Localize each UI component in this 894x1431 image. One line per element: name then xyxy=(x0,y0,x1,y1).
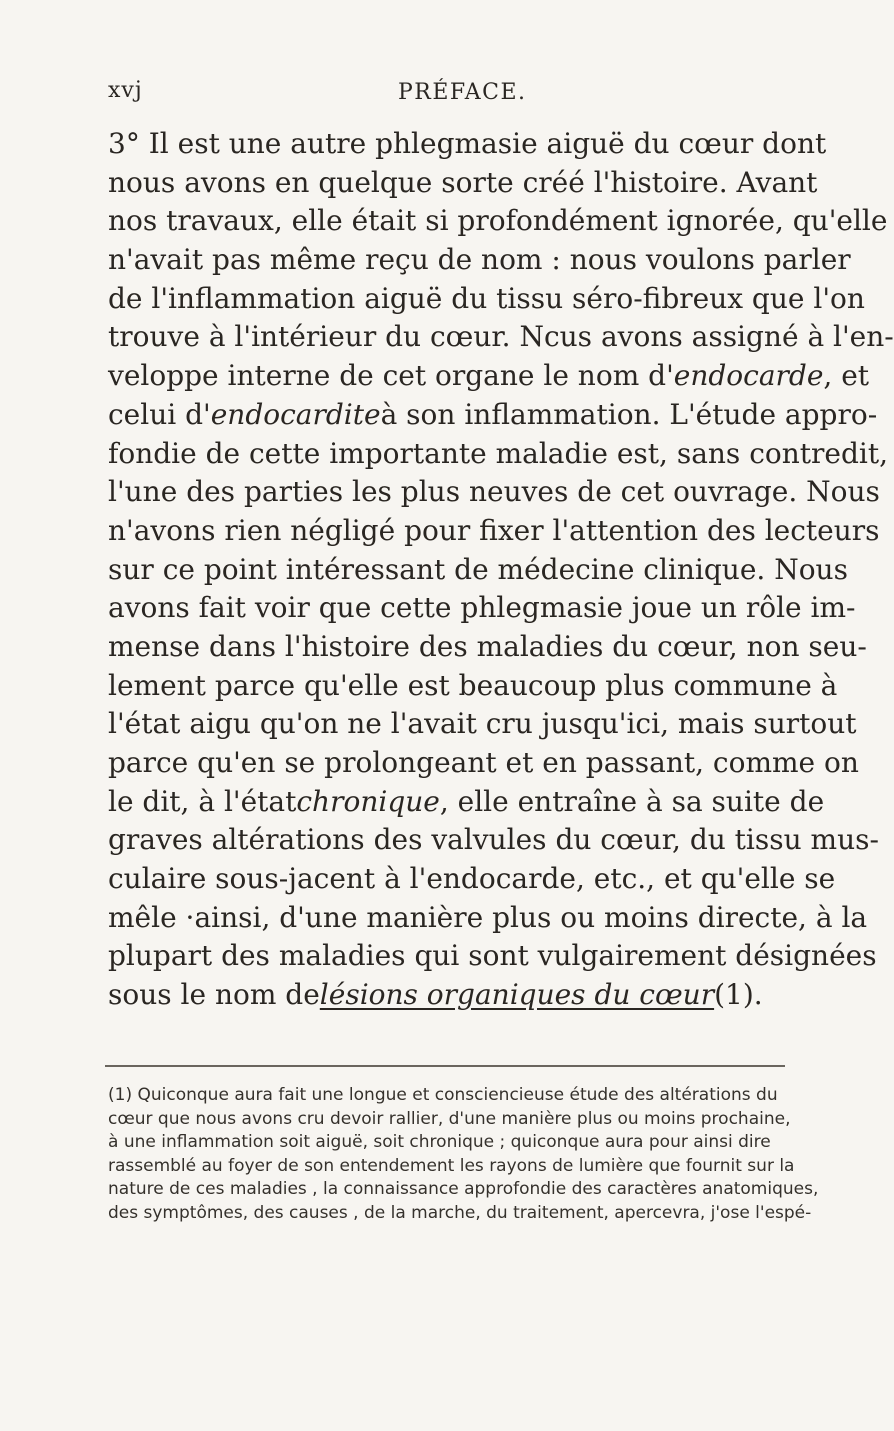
text-line: mêle ·ainsi, d'une manière plus ou moins directe, à la xyxy=(108,900,868,934)
text-line: plupart des maladies qui sont vulgairement désignées xyxy=(108,939,877,973)
page-header xyxy=(108,78,780,118)
footnote-line: à une inflammation soit aiguë, soit chronique ; quiconque aura pour ainsi dire xyxy=(108,1132,771,1153)
text-line: avons fait voir que cette phlegmasie joue un rôle im- xyxy=(108,591,856,625)
text-line: fondie de cette importante maladie est, sans contredit, xyxy=(108,436,889,470)
running-title: PRÉFACE. xyxy=(398,80,527,105)
text-line: de l'inflammation aiguë du tissu séro-fibreux que l'on xyxy=(108,281,865,315)
text-line: lement parce qu'elle est beaucoup plus commune à xyxy=(108,668,838,702)
term-lesions-organiques: lésions organiques du cœur xyxy=(319,978,715,1012)
text-line: graves altérations des valvules du cœur, du tissu mus- xyxy=(108,823,879,857)
page-number: xvj xyxy=(108,78,143,103)
text-line: nos travaux, elle était si profondément ignorée, qu'elle xyxy=(108,204,888,238)
term-chronique: chronique xyxy=(296,784,440,818)
text-line: celui d'endocarditeà son inflammation. L'étude appro- xyxy=(108,396,788,435)
text-line: mense dans l'histoire des maladies du cœur, non seu- xyxy=(108,629,867,663)
footnote xyxy=(108,1084,819,1226)
footnote-divider xyxy=(105,1065,785,1067)
text-line: le dit, à l'étatchronique, elle entraîne à sa suite de xyxy=(108,783,788,822)
footnote-line: cœur que nous avons cru devoir rallier, d'une manière plus ou moins prochaine, xyxy=(108,1108,791,1129)
text-line: n'avait pas même reçu de nom : nous voulons parler xyxy=(108,243,851,277)
term-endocardite: endocardite xyxy=(210,397,381,431)
text-line: parce qu'en se prolongeant et en passant, comme on xyxy=(108,746,859,779)
term-endocarde: endocarde xyxy=(673,359,824,393)
text-line: l'une des parties les plus neuves de cet ouvrage. Nous xyxy=(108,475,880,509)
text-line: l'état aigu qu'on ne l'avait cru jusqu'ici, mais surtout xyxy=(108,707,857,741)
footnote-line: rassemblé au foyer de son entendement les rayons de lumière que fournit sur la xyxy=(108,1155,795,1176)
text-line: n'avons rien négligé pour fixer l'attention des lecteurs xyxy=(108,513,880,547)
text-line: sous le nom delésions organiques du cœur(1). xyxy=(108,976,788,1015)
text-line: nous avons en quelque sorte créé l'histoire. Avant xyxy=(108,165,818,199)
footnote-line: des symptômes, des causes , de la marche, du traitement, apercevra, j'ose l'espé- xyxy=(108,1202,812,1223)
text-line: culaire sous-jacent à l'endocarde, etc., et qu'elle se xyxy=(108,862,836,896)
main-paragraph xyxy=(108,125,894,1015)
text-line: veloppe interne de cet organe le nom d'endocarde, et xyxy=(108,357,788,396)
footnote-line: nature de ces maladies , la connaissance approfondie des caractères anatomiques, xyxy=(108,1179,819,1200)
text-line: 3° Il est une autre phlegmasie aiguë du cœur dont xyxy=(108,127,827,160)
text-line: sur ce point intéressant de médecine clinique. Nous xyxy=(108,552,848,586)
text-line: trouve à l'intérieur du cœur. Ncus avons assigné à l'en- xyxy=(108,320,894,354)
footnote-line: (1) Quiconque aura fait une longue et consciencieuse étude des altérations du xyxy=(108,1085,778,1105)
